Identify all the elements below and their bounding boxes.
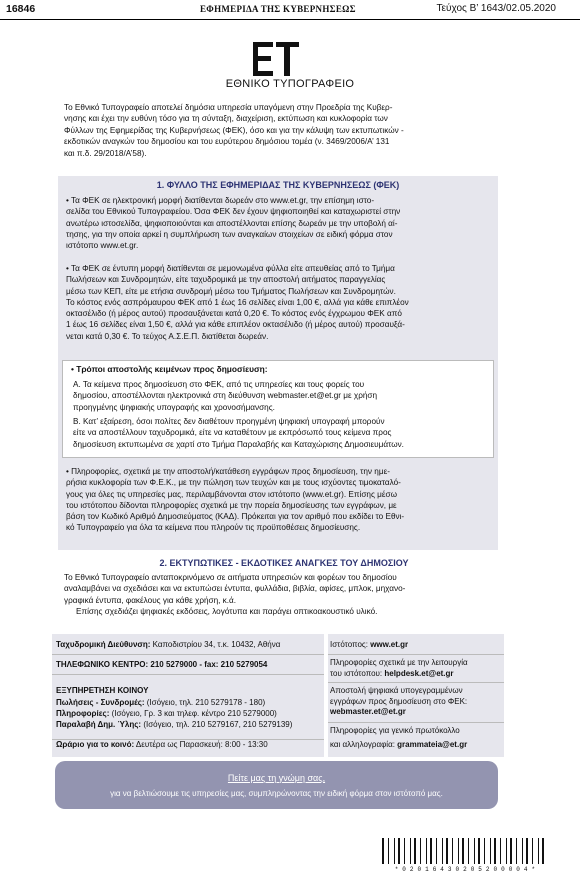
info-row [56, 709, 328, 718]
barcode-bar [458, 838, 459, 864]
corr-label-1: Πληροφορίες για γενικό πρωτόκολλο [330, 726, 460, 735]
address-value: Καποδιστρίου 34, τ.κ. 10432, Αθήνα [150, 640, 281, 649]
barcode-bar [426, 838, 427, 864]
electronic-paragraph [66, 195, 490, 251]
helpdesk-label-1: Πληροφορίες σχετικά με την λειτουργία [330, 658, 468, 667]
text-line: Το κόστος ενός ασπρόμαυρου ΦΕΚ από 1 έως 16 σελίδες είναι 1,00 €, αλλά για κάθε επιπλέον [66, 297, 409, 307]
phone-row [56, 660, 328, 669]
text-line: γραφικά έντυπα, φακέλους για κάθε χρήση, κ.ά. [64, 595, 237, 605]
section-2-title: 2. ΕΚΤΥΠΩΤΙΚΕΣ - ΕΚΔΟΤΙΚΕΣ ΑΝΑΓΚΕΣ ΤΟΥ ΔΗΜΟΣΙΟΥ [159, 558, 409, 568]
text-line: μέσω των ΚΕΠ, είτε με ετήσια συνδρομή μέσω του Τμήματος Πωλήσεων και Συνδρομητών. [66, 286, 396, 296]
text-line: • Τα ΦΕΚ σε έντυπη μορφή διατίθενται σε μεμονωμένα φύλλα είτε απευθείας από το Τμήμα [66, 264, 395, 273]
et-logo-icon [253, 42, 299, 76]
text-line: σελίδα του Εθνικού Τυπογραφείου. Όσα ΦΕΚ δεν έχουν ψηφιοποιηθεί και καταχωριστεί στην [66, 207, 401, 217]
text-line: νεται κατά 0,30 €. Το τεύχος Α.Σ.Ε.Π. διατίθεται δωρεάν. [66, 331, 269, 341]
intro-line: εκδοτικών αναγκών του δημοσίου και του ευρύτερου δημόσιου τομέα (ν. 3469/2006/Α’ 131 [64, 137, 390, 147]
info-paragraph [66, 466, 490, 534]
text-line: Το Εθνικό Τυπογραφείο ανταποκρινόμενο σε αιτήματα υπηρεσιών και φορέων του δημοσίου [64, 573, 397, 582]
printed-paragraph [66, 263, 490, 342]
text-line: ρήσια κυκλοφορία των Φ.Ε.Κ., με την πώληση των τευχών και με τους ισχύοντες τιμοκαταλό- [66, 478, 401, 488]
address-label: Ταχυδρομική Διεύθυνση: [56, 640, 151, 649]
text-line: αναλαμβάνει να σχεδιάσει και να εκτυπώσει έντυπα, φυλλάδια, βιβλία, αφίσες, μπλοκ, μηχανο- [64, 584, 406, 594]
website-row [330, 640, 502, 651]
divider [328, 682, 504, 683]
intro-line: Το Εθνικό Τυπογραφείο αποτελεί δημόσια υπηρεσία υπαγόμενη στην Προεδρία της Κυβερ- [64, 103, 393, 112]
corr-row-bg [328, 739, 504, 757]
submission-b [73, 416, 485, 450]
issue-info: Τεύχος B’ 1643/02.05.2020 [436, 3, 556, 14]
section-1-box [58, 176, 498, 550]
delivery-label: Παραλαβή Δημ. Ύλης: [56, 720, 142, 729]
submission-a [73, 379, 485, 413]
divider [328, 722, 504, 723]
text-line: κό Τυπογραφείο για όλα τα κείμενα που πληρούν τις προϋποθέσεις δημοσίευσης. [66, 523, 361, 533]
page-header [0, 0, 580, 20]
divider [52, 674, 324, 675]
barcode-bar [420, 838, 421, 864]
sales-row [56, 698, 328, 707]
service-heading [56, 686, 328, 695]
barcode-bar [452, 838, 453, 864]
phone-label: ΤΗΛΕΦΩΝΙΚΟ ΚΕΝΤΡΟ: 210 5279000 - fax: 210 5279054 [56, 660, 268, 669]
barcode-text: * 0 2 0 1 6 4 3 0 2 0 5 2 0 0 0 0 4 * [394, 866, 536, 873]
barcode-bar [538, 838, 539, 864]
barcode-bar [526, 838, 528, 864]
barcode-bar [446, 838, 448, 864]
logo-text: ΕΘΝΙΚΟ ΤΥΠΟΓΡΑΦΕΙΟ [225, 78, 355, 90]
barcode [380, 838, 550, 866]
barcode-bar [410, 838, 411, 864]
helpdesk-email[interactable]: helpdesk.et@et.gr [384, 668, 454, 678]
delivery-value: (Ισόγειο, τηλ. 210 5279167, 210 5279139) [141, 720, 293, 729]
website-label: Ιστότοπος: [330, 640, 371, 649]
website-link[interactable]: www.et.gr [370, 640, 409, 649]
barcode-bar [474, 838, 475, 864]
corr-label-2: και αλληλογραφία: [330, 740, 398, 749]
service-heading-text: ΕΞΥΠΗΡΕΤΗΣΗ ΚΟΙΝΟΥ [56, 686, 149, 695]
intro-line: και π.δ. 29/2018/Α’58). [64, 148, 147, 158]
intro-paragraph [64, 102, 514, 159]
barcode-bar [506, 838, 507, 864]
corr-line-2 [330, 740, 467, 749]
send-label-2: εγγράφων προς δημοσίευση στο ΦΕΚ: [330, 696, 468, 706]
barcode-bar [532, 838, 533, 864]
text-line: 1 έως 16 σελίδες είναι 1,50 €, αλλά για κάθε επιπλέον οκτασέλιδο (ή μέρος αυτού) προσαυξά- [66, 320, 405, 330]
feedback-text: για να βελτιώσουμε τις υπηρεσίες μας, συμπληρώνοντας την ειδική φόρμα στον ιστότοπό μας. [110, 789, 443, 798]
info-label: Πληροφορίες: [56, 709, 110, 718]
barcode-bar [398, 838, 400, 864]
hours-value: Δευτέρα ως Παρασκευή: 8:00 - 13:30 [134, 740, 268, 749]
send-email[interactable]: webmaster.et@et.gr [330, 707, 406, 716]
hours-row [56, 740, 268, 749]
text-line: του ιστότοπου δίδονται πληροφορίες σχετικά με την πορεία δημοσίευσης των εγγράφων, με [66, 500, 397, 510]
gazette-title: ΕΦΗΜΕΡΙΔΑ ΤΗΣ ΚΥΒΕΡΝΗΣΕΩΣ [200, 4, 356, 14]
correspondence-row [330, 726, 502, 737]
feedback-link[interactable]: Πείτε μας τη γνώμη σας, [227, 773, 326, 783]
text-line: γους για όλες τις υπηρεσίες μας, περιλαμβάνονται στον ιστότοπο (www.et.gr). Επίσης μέσω [66, 489, 397, 499]
contact-box [52, 634, 324, 739]
barcode-bar [494, 838, 496, 864]
barcode-bar [462, 838, 464, 864]
text-line: είτε να αποστέλλουν ταχυδρομικά, είτε να καταθέτουν με εκπρόσωπό τους κείμενα προς [73, 428, 392, 438]
barcode-bar [382, 838, 384, 864]
intro-line: νησης και έχει την ευθύνη τόσο για τη σύνταξη, διαχείριση, εκτύπωση και κυκλοφορία των [64, 114, 388, 124]
divider [328, 654, 504, 655]
barcode-bar [430, 838, 432, 864]
section-1-title: 1. ΦΥΛΛΟ ΤΗΣ ΕΦΗΜΕΡΙΔΑΣ ΤΗΣ ΚΥΒΕΡΝΗΣΕΩΣ (ΦΕΚ) [156, 180, 400, 190]
sales-value: (Ισόγειο, τηλ. 210 5279178 - 180) [144, 698, 266, 707]
barcode-bar [478, 838, 480, 864]
text-line: Επίσης σχεδιάζει ψηφιακές εκδόσεις, λογότυπα και παράγει οπτικοακουστικό υλικό. [76, 606, 378, 616]
feedback-banner [55, 761, 498, 809]
section-2-text [64, 572, 504, 617]
divider [52, 654, 324, 655]
address-row [56, 640, 328, 649]
section-2 [64, 558, 504, 617]
text-line: προηγμένης ψηφιακής υπογραφής και χρονοσήμανσης. [73, 402, 275, 412]
page-number: 16846 [6, 3, 36, 15]
text-line: • Τα ΦΕΚ σε ηλεκτρονική μορφή διατίθενται δωρεάν στο www.et.gr, την επίσημη ιστο- [66, 196, 375, 205]
delivery-row [56, 720, 328, 729]
barcode-bar [484, 838, 485, 864]
barcode-bar [404, 838, 405, 864]
barcode-bar [522, 838, 523, 864]
text-line: τησης, για την οποία αρκεί η συμπλήρωση των αναγκαίων στοιχείων σε ειδική φόρμα στον [66, 229, 393, 239]
sales-label: Πωλήσεις - Συνδρομές: [56, 698, 145, 707]
send-label-1: Αποστολή ψηφιακά υπογεγραμμένων [330, 686, 463, 695]
barcode-bar [510, 838, 512, 864]
corr-email[interactable]: grammateia@et.gr [397, 740, 468, 749]
barcode-bar [490, 838, 491, 864]
text-line: ιστότοπο www.et.gr. [66, 241, 139, 251]
text-line: βάση τον Κωδικό Αριθμό Δημοσιεύματος (ΚΑΔ). Πρόκειται για τον αριθμό που εκδίδει το Εθνι- [66, 512, 405, 522]
barcode-bar [542, 838, 544, 864]
helpdesk-label-2: του ιστότοπου: [330, 668, 385, 678]
text-line: δημοσίου, αποστέλλονται ηλεκτρονικά στη διεύθυνση webmaster.et@et.gr με χρήση [73, 391, 378, 401]
submission-box [62, 360, 494, 458]
barcode-bar [516, 838, 517, 864]
text-line: δημοσίευση εκτυπωμένα σε χαρτί στο Τμήμα Παραλαβής και Καταχώρισης Δημοσιευμάτων. [73, 439, 404, 449]
barcode-bar [414, 838, 416, 864]
barcode-bar [388, 838, 389, 864]
hours-label: Ωράριο για το κοινό: [56, 740, 135, 749]
barcode-bar [468, 838, 469, 864]
send-row [330, 686, 502, 718]
barcode-bar [436, 838, 437, 864]
text-line: ανωτέρω ιστοσελίδα, ψηφιοποιούνται και αποστέλλονται επίσης δωρεάν με την υποβολή αί- [66, 218, 398, 228]
text-line: Β. Κατ’ εξαίρεση, όσοι πολίτες δεν διαθέτουν προηγμένη ψηφιακή υπογραφή μπορούν [73, 417, 385, 426]
barcode-bar [442, 838, 443, 864]
online-contact-box [328, 634, 504, 739]
barcode-bar [394, 838, 395, 864]
intro-line: Φύλλων της Εφημερίδας της Κυβερνήσεως (ΦΕΚ), όσο και για την κάλυψη των εκτυπωτικών - [64, 125, 404, 135]
submission-heading: • Τρόποι αποστολής κειμένων προς δημοσίευση: [71, 364, 268, 374]
text-line: οκτασέλιδο (ή μέρος αυτού) προσαυξάνεται κατά 0,20 €. Το κόστος ενός έγχρωμου ΦΕΚ από [66, 309, 402, 319]
text-line: Α. Τα κείμενα προς δημοσίευση στο ΦΕΚ, από τις υπηρεσίες και τους φορείς του [73, 380, 365, 389]
text-line: • Πληροφορίες, σχετικά με την αποστολή/κατάθεση εγγράφων προς δημοσίευση, την ημε- [66, 467, 390, 476]
text-line: Πωλήσεων και Συνδρομητών, είτε ταχυδρομικά με την αποστολή αιτήματος παραγγελίας [66, 275, 386, 285]
barcode-bar [500, 838, 501, 864]
info-value: (Ισόγειο, Γρ. 3 και τηλεφ. κέντρο 210 5279000) [109, 709, 277, 718]
helpdesk-row [330, 658, 502, 679]
